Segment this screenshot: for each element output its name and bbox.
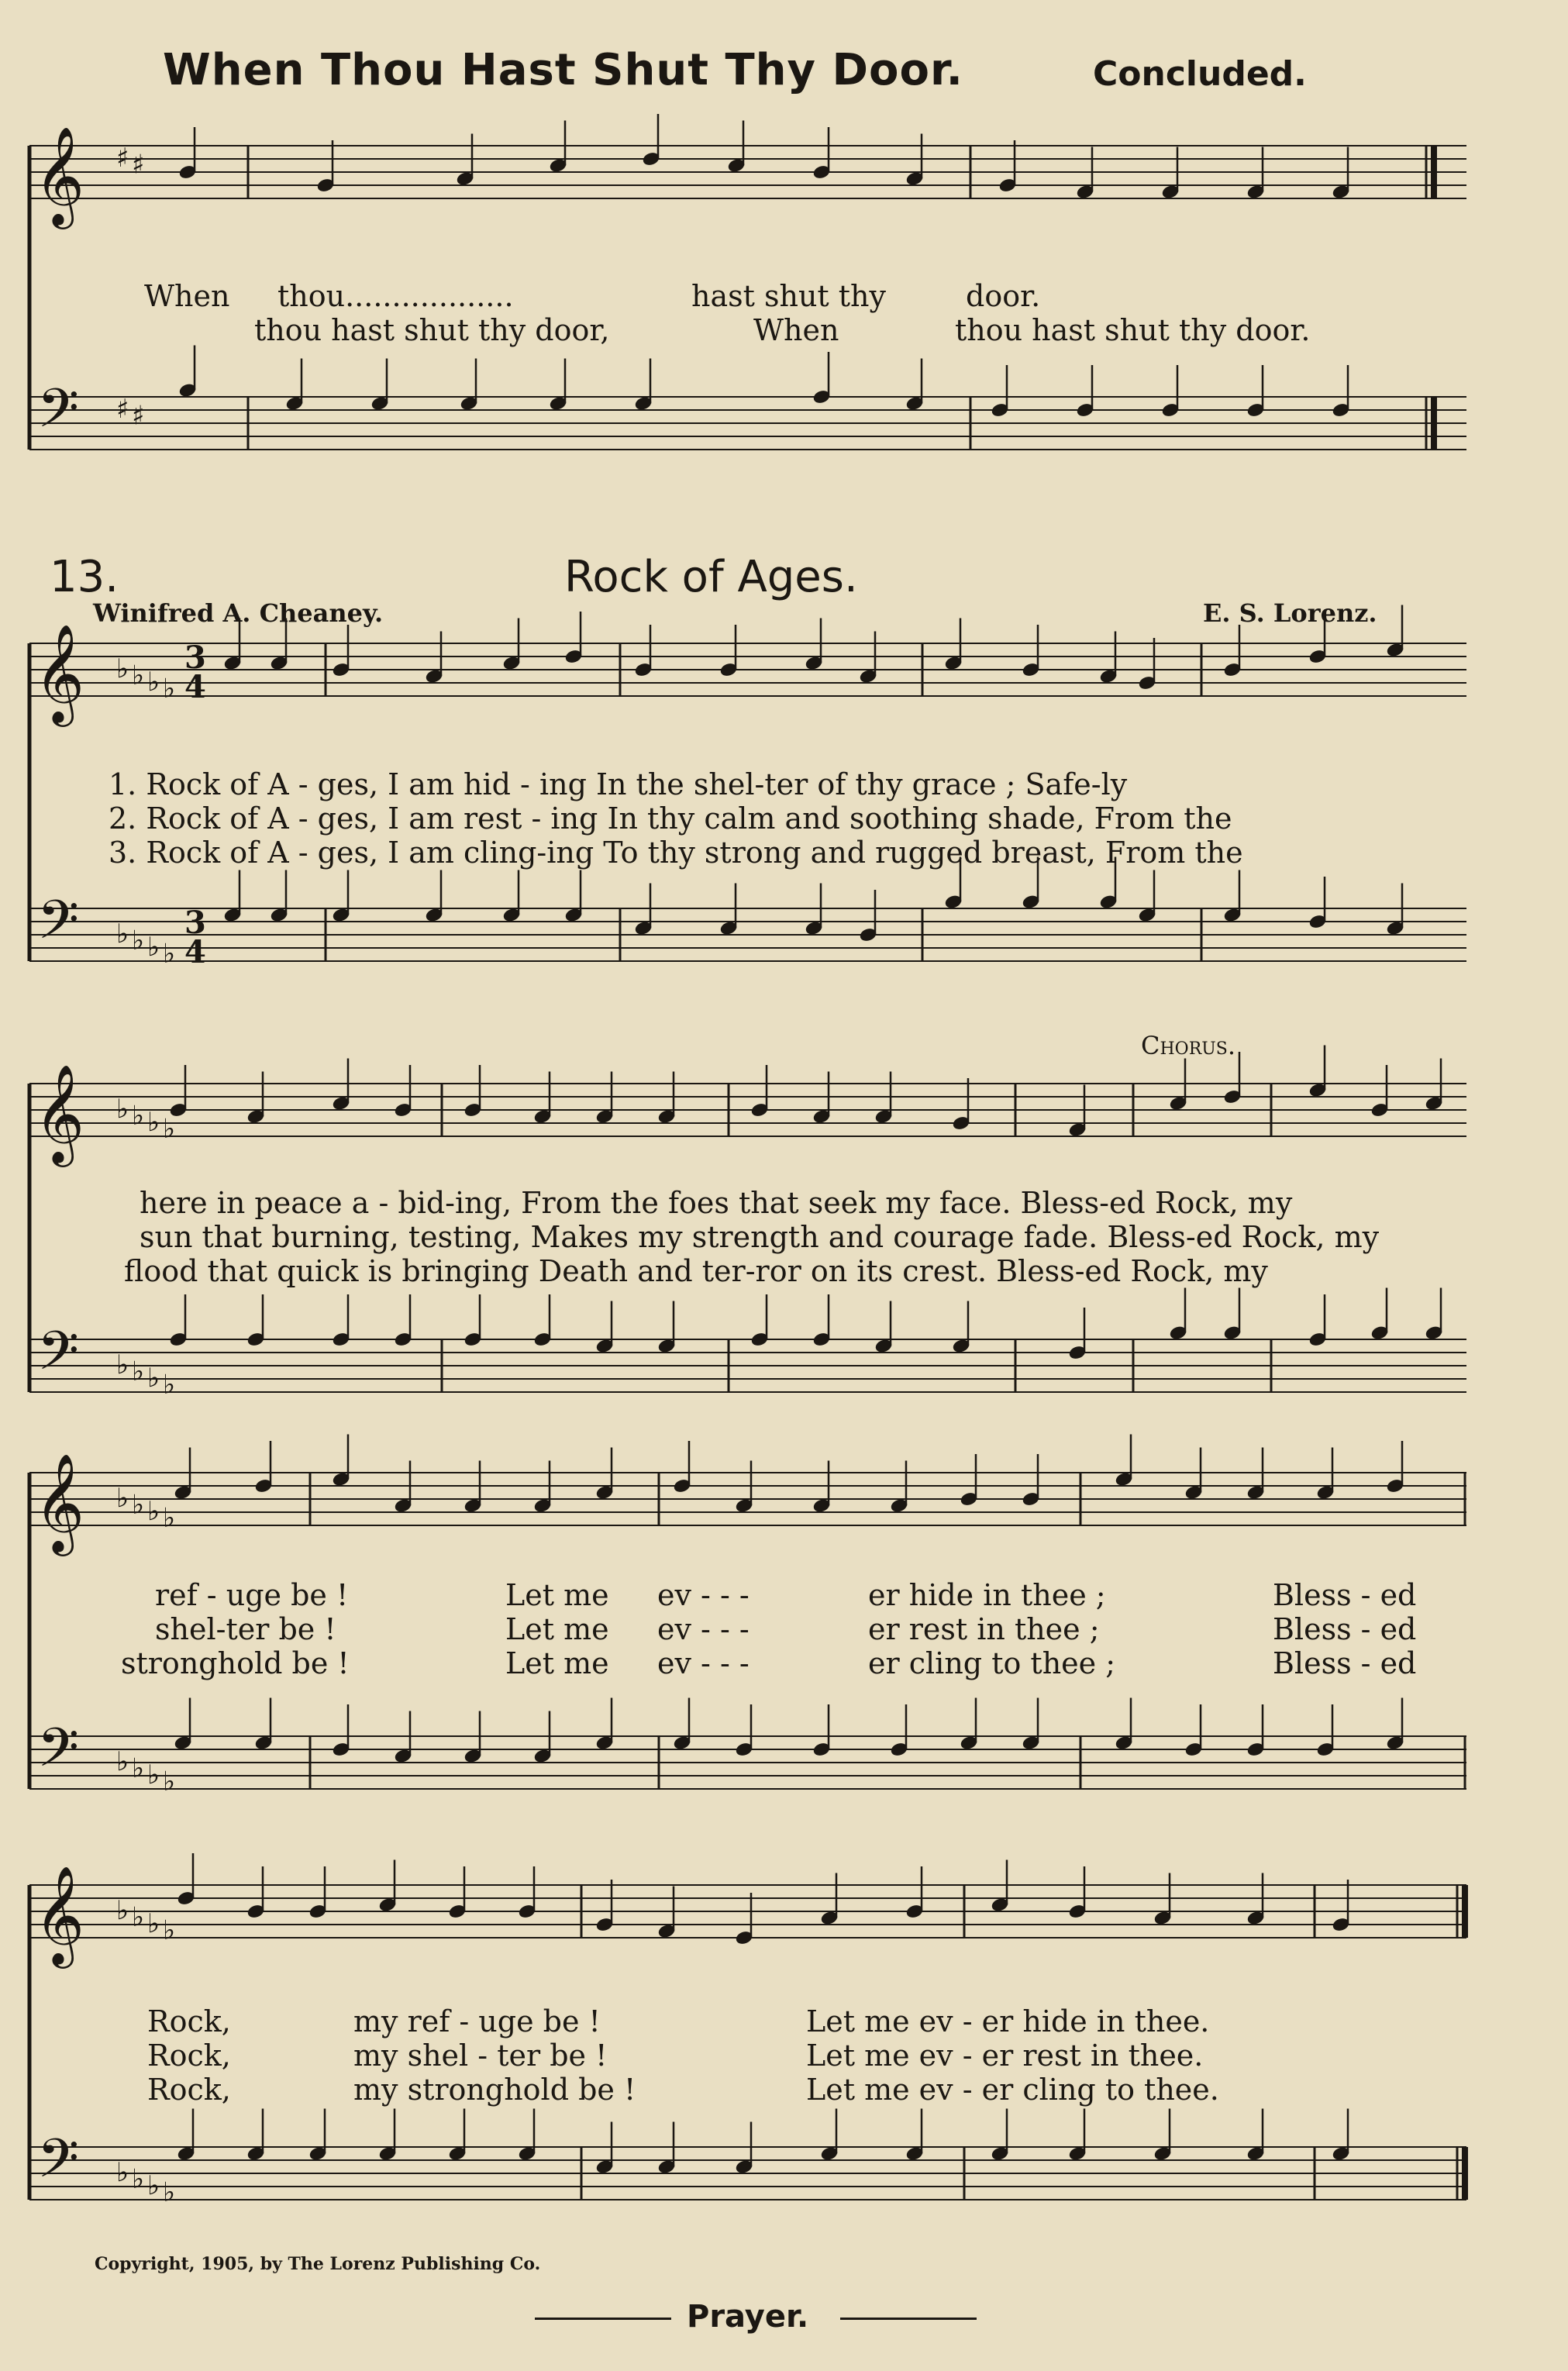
lyric-door: door. [966,279,1041,313]
lyric-hast-shut-thy: hast shut thy [691,279,886,313]
s4-v2-b: Let me [505,1612,609,1646]
treble-clef-icon: 𝄞 [34,1865,85,1964]
flat-icon: ♭ [163,1113,176,1145]
sharp-icon: ♯ [116,394,129,425]
flat-icon: ♭ [132,660,145,691]
flat-icon: ♭ [116,2157,129,2188]
bass-clef-icon: 𝄢 [37,377,80,453]
flat-icon: ♭ [116,1483,129,1514]
flat-icon: ♭ [163,673,176,705]
s4-v1-c: ev - - - [657,1578,750,1612]
lyric-thou: thou.................. [277,279,514,313]
verse-3-line-b: flood that quick is bringing Death and ter-ror on its crest. Bless-ed Rock, my [124,1254,1268,1288]
verse-3-line-a: 3. Rock of A - ges, I am cling-ing To thy strong and rugged breast, From the [109,836,1243,870]
flat-icon: ♭ [163,1766,176,1797]
treble-clef-icon: 𝄞 [34,1063,85,1163]
flat-icon: ♭ [116,1895,129,1926]
copyright: Copyright, 1905, by The Lorenz Publishing Co. [95,2254,541,2274]
s4-v3-e: Bless - ed [1273,1646,1417,1680]
verse-1-line-a: 1. Rock of A - ges, I am hid - ing In the shel-ter of thy grace ; Safe-ly [109,767,1128,801]
treble-clef-icon: 𝄞 [34,126,85,225]
flat-icon: ♭ [132,1100,145,1132]
piece-title-suffix: Concluded. [1093,54,1307,94]
s5-v1-a: Rock, [147,2004,231,2038]
flat-icon: ♭ [163,938,176,970]
flat-icon: ♭ [132,1356,145,1387]
flat-icon: ♭ [116,918,129,949]
treble-clef-icon: 𝄞 [34,623,85,722]
bass-clef-icon: 𝄢 [37,1716,80,1792]
sharp-icon: ♯ [116,143,129,174]
s5-v3-a: Rock, [147,2073,231,2107]
next-piece-heading [535,2299,1031,2338]
flat-icon: ♭ [147,932,160,963]
flat-icon: ♭ [147,1496,160,1527]
flat-icon: ♭ [132,1752,145,1784]
bass-clef-icon: 𝄢 [37,2127,80,2203]
flat-icon: ♭ [163,1369,176,1401]
s4-v3-b: Let me [505,1646,609,1680]
flat-icon: ♭ [116,1746,129,1777]
verse-2-line-a: 2. Rock of A - ges, I am rest - ing In thy calm and soothing shade, From the [109,801,1232,836]
next-piece-title: Prayer. [687,2299,809,2335]
s5-v2-c: Let me ev - er rest in thee. [806,2038,1204,2073]
s4-v2-c: ev - - - [657,1612,750,1646]
flat-icon: ♭ [132,925,145,956]
lyric-line2-a: thou hast shut thy door, [254,313,610,347]
staff-lines [29,146,1466,2200]
time-sig-denominator: 4 [184,934,206,970]
s5-v2-a: Rock, [147,2038,231,2073]
s4-v3-c: ev - - - [657,1646,750,1680]
flat-icon: ♭ [132,2163,145,2195]
s4-v2-a: shel-ter be ! [155,1612,336,1646]
piece-title: When Thou Hast Shut Thy Door. [163,45,963,95]
time-sig-numerator: 3 [184,905,206,941]
lyric-line2-b: When [753,313,839,347]
flat-icon: ♭ [163,1502,176,1534]
lyric-when: When [144,279,230,313]
s5-v2-b: my shel - ter be ! [353,2038,608,2073]
ornament-rule-right [840,2318,977,2320]
s5-v1-b: my ref - uge be ! [353,2004,601,2038]
treble-clef-icon: 𝄞 [34,1453,85,1552]
s4-v1-e: Bless - ed [1273,1578,1417,1612]
s4-v3-a: stronghold be ! [121,1646,350,1680]
sharp-icon: ♯ [132,149,145,181]
flat-icon: ♭ [132,1489,145,1521]
flat-icon: ♭ [147,1759,160,1790]
flat-icon: ♭ [163,2176,176,2208]
flat-icon: ♭ [147,1908,160,1939]
s4-v1-b: Let me [505,1578,609,1612]
s5-v3-c: Let me ev - er cling to thee. [806,2073,1219,2107]
hymn-number: 13. [50,552,119,602]
lyric-line2-c: thou hast shut thy door. [955,313,1311,347]
sharp-icon: ♯ [132,400,145,432]
s5-v1-c: Let me ev - er hide in thee. [806,2004,1210,2038]
s5-v3-b: my stronghold be ! [353,2073,636,2107]
flat-icon: ♭ [116,1349,129,1380]
flat-icon: ♭ [116,1094,129,1125]
flat-icon: ♭ [147,667,160,698]
time-sig-numerator: 3 [184,639,206,676]
flat-icon: ♭ [163,1914,176,1946]
bass-clef-icon: 𝄢 [37,1319,80,1395]
verse-2-line-b: sun that burning, testing, Makes my strength and courage fade. Bless-ed Rock, my [140,1220,1380,1254]
s4-v1-a: ref - uge be ! [155,1578,349,1612]
hymn-title: Rock of Ages. [564,552,858,602]
flat-icon: ♭ [147,2170,160,2201]
flat-icon: ♭ [116,653,129,684]
time-sig-denominator: 4 [184,669,206,705]
s4-v2-e: Bless - ed [1273,1612,1417,1646]
hymn-author: Winifred A. Cheaney. [93,598,384,628]
hymn-composer: E. S. Lorenz. [1203,598,1377,628]
verse-1-line-b: here in peace a - bid-ing, From the foes that seek my face. Bless-ed Rock, my [140,1186,1293,1220]
chorus-label: Chorus. [1141,1031,1236,1060]
s4-v3-d: er cling to thee ; [868,1646,1116,1680]
flat-icon: ♭ [147,1107,160,1138]
ornament-rule-left [535,2318,671,2320]
s4-v1-d: er hide in thee ; [868,1578,1106,1612]
bass-clef-icon: 𝄢 [37,888,80,964]
flat-icon: ♭ [132,1901,145,1933]
s4-v2-d: er rest in thee ; [868,1612,1100,1646]
flat-icon: ♭ [147,1363,160,1394]
